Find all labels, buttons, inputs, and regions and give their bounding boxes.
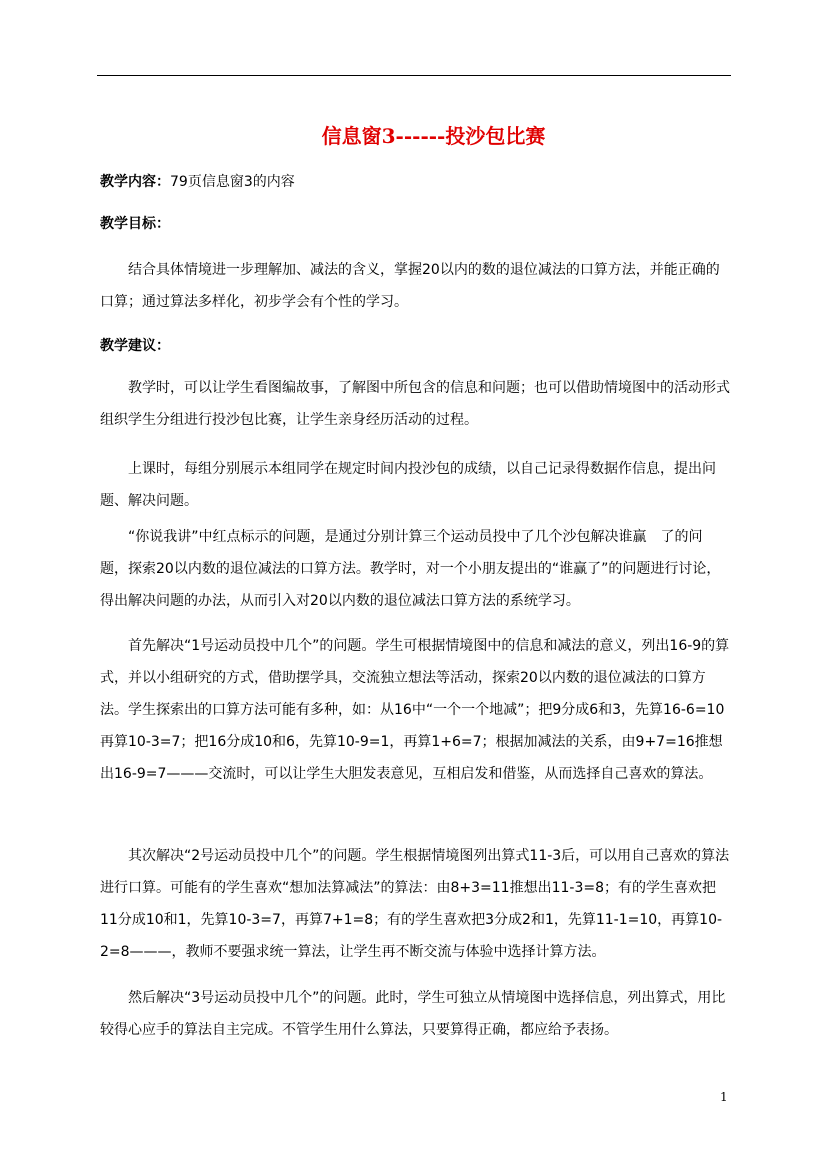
suggest-heading: 教学建议： [100, 338, 170, 354]
paragraph-5: 其次解决“2号运动员投中几个”的问题。学生根据情境图列出算式11-3后，可以用自己喜欢的算法进行口算。可能有的学生喜欢“想加法算减法”的算法：由8+3=11推想出11-3=8；有的学生喜欢把11分成10和1，先算10-3=7，再算7+1=8；有的学生喜欢把3分成2和1，先算11-1=10，再算10-2=8———，教师不要强求统一算法，让学生再不断交流与体验中选择计算方法。 [100, 848, 730, 960]
paragraph-3: “你说我讲”中红点标示的问题，是通过分别计算三个运动员投中了几个沙包解决谁赢 了的问题，探索20以内数的退位减法的口算方法。教学时，对一个小朋友提出的“谁赢了”的问题进行讨论，得出解决问题的办法，从而引入对20以内数的退位减法口算方法的系统学习。 [100, 529, 721, 609]
paragraph-4: 首先解决“1号运动员投中几个”的问题。学生可根据情境图中的信息和减法的意义，列出16-9的算式，并以小组研究的方式，借助摆学具，交流独立想法等活动，探索20以内数的退位减法的口算方法。学生探索出的口算方法可能有多种，如：从16中“一个一个地减”；把9分成6和3，先算16-6=10再算10-3=7；把16分成10和6，先算10-9=1，再算1+6=7；根据加减法的关系，由9+7=16推想出16-9=7———交流时，可以让学生大胆发表意见，互相启发和借鉴，从而选择自己喜欢的算法。 [100, 638, 730, 782]
paragraph-1: 教学时，可以让学生看图编故事，了解图中所包含的信息和问题；也可以借助情境图中的活动形式组织学生分组进行投沙包比赛，让学生亲身经历活动的过程。 [100, 380, 730, 428]
paragraph-2: 上课时，每组分别展示本组同学在规定时间内投沙包的成绩，以自己记录得数据作信息，提出问题、解决问题。 [100, 461, 716, 509]
goal-paragraph: 结合具体情境进一步理解加、减法的含义，掌握20以内的数的退位减法的口算方法，并能正确的口算；通过算法多样化，初步学会有个性的学习。 [100, 262, 720, 310]
paragraph-6: 然后解决“3号运动员投中几个”的问题。此时，学生可独立从情境图中选择信息，列出算式，用比较得心应手的算法自主完成。不管学生用什么算法，只要算得正确，都应给予表扬。 [100, 990, 726, 1038]
page-title: 信息窗3------投沙包比赛 [321, 124, 546, 148]
content-text: 79页信息窗3的内容 [170, 174, 295, 190]
header-rule [97, 75, 731, 76]
goal-heading: 教学目标： [100, 216, 170, 232]
content-label: 教学内容： [100, 174, 170, 190]
content-line [100, 166, 730, 198]
page-number: 1 [720, 1090, 728, 1104]
